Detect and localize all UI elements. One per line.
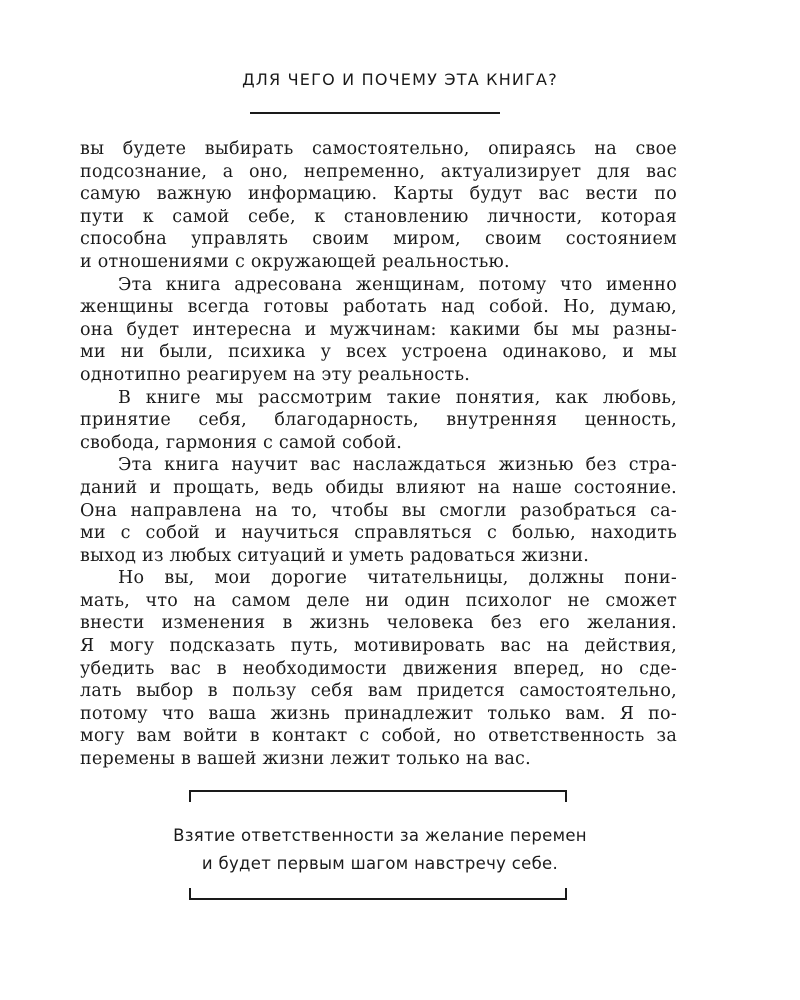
text-line: самую важную информацию. Карты будут вас вести по [80,184,677,205]
text-line: внести изменения в жизнь человека без его желания. [80,613,677,634]
text-line: мать, что на самом деле ни один психолог не сможет [80,590,677,611]
text-line: и отношениями с окружающей реальностью. [80,251,510,272]
text-line: принятие себя, благодарность, внутренняя ценность, [80,410,677,431]
body-text [80,138,677,771]
page-header-title: ДЛЯ ЧЕГО И ПОЧЕМУ ЭТА КНИГА? [242,70,558,89]
text-line: Но вы, мои дорогие читательницы, должны пони- [118,568,677,589]
text-line: В книге мы рассмотрим такие понятия, как любовь, [118,387,677,408]
pull-quote-line: Взятие ответственности за желание перемен [173,826,587,845]
text-line: ми ни были, психика у всех устроена одинаково, и мы [80,342,677,363]
text-line: выход из любых ситуаций и уметь радоваться жизни. [80,545,590,566]
text-line: лать выбор в пользу себя вам придется самостоятельно, [80,681,677,702]
quote-bracket-bottom [189,888,567,900]
text-line: Эта книга научит вас наслаждаться жизнью без стра- [118,455,677,476]
text-line: перемены в вашей жизни лежит только на вас. [80,749,531,770]
text-line: потому что ваша жизнь принадлежит только вам. Я по- [80,703,677,724]
text-line: вы будете выбирать самостоятельно, опираясь на свое [80,139,677,159]
text-line: пути к самой себе, к становлению личности, которая [80,206,677,227]
quote-bracket-top [189,790,567,802]
text-line: способна управлять своим миром, своим состоянием [80,229,677,250]
text-line: Эта книга адресована женщинам, потому что именно [118,274,677,295]
text-line: подсознание, а оно, непременно, актуализирует для вас [80,161,677,182]
text-line: даний и прощать, ведь обиды влияют на наше состояние. [80,477,677,498]
pull-quote-line: и будет первым шагом навстречу себе. [201,854,559,873]
text-line: убедить вас в необходимости движения вперед, но сде- [80,658,677,679]
header-rule [250,112,500,114]
text-line: свобода, гармония с самой собой. [80,432,403,453]
pull-quote [100,822,660,878]
text-line: Я могу подсказать путь, мотивировать вас на действия, [80,636,677,657]
text-line: ми с собой и научиться справляться с болью, находить [80,523,677,544]
text-line: однотипно реагируем на эту реальность. [80,364,471,385]
text-line: Она направлена на то, чтобы вы смогли разобраться са- [80,500,677,521]
text-line: могу вам войти в контакт с собой, но ответственность за [80,726,677,747]
text-line: женщины всегда готовы работать над собой. Но, думаю, [80,297,677,318]
text-line: она будет интересна и мужчинам: какими бы мы разны- [80,319,677,340]
